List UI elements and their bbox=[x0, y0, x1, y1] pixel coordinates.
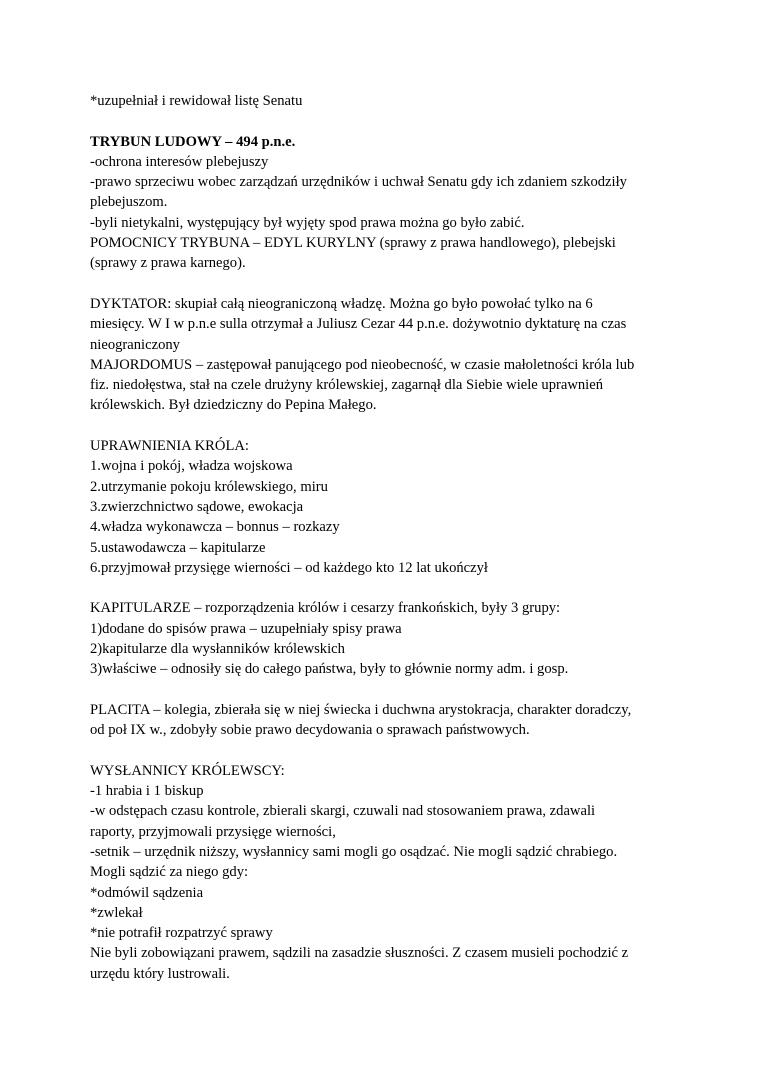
text-line: 3)właściwe – odnosiły się do całego państwa, były to głównie normy adm. i gosp. bbox=[90, 661, 569, 678]
text-line: 5.ustawodawcza – kapitularze bbox=[90, 539, 266, 556]
text-line: PLACITA – kolegia, zbierała się w niej świecka i duchwna arystokracja, charakter doradczy, bbox=[90, 701, 632, 718]
text-line: królewskich. Był dziedziczny do Pepina Małego. bbox=[90, 397, 377, 414]
text-line: *odmówil sądzenia bbox=[90, 884, 204, 901]
text-line: 3.zwierzchnictwo sądowe, ewokacja bbox=[90, 498, 304, 515]
text-line: -ochrona interesów plebejuszy bbox=[90, 153, 269, 170]
text-line: 4.władza wykonawcza – bonnus – rozkazy bbox=[90, 519, 340, 536]
blank-line bbox=[90, 680, 720, 700]
text-line: raporty, przyjmowali przysięge wierności, bbox=[90, 823, 336, 840]
text-line: Mogli sądzić za niego gdy: bbox=[90, 864, 249, 881]
text-line: DYKTATOR: skupiał całą nieograniczoną władzę. Można go było powołać tylko na 6 bbox=[90, 295, 593, 312]
text-line: 6.przyjmował przysięge wierności – od każdego kto 12 lat ukończył bbox=[90, 559, 488, 576]
text-line: plebejuszom. bbox=[90, 194, 168, 211]
text-line: KAPITULARZE – rozporządzenia królów i cesarzy frankońskich, były 3 grupy: bbox=[90, 600, 561, 617]
text-line: -byli nietykalni, występujący był wyjęty spod prawa można go było zabić. bbox=[90, 214, 525, 231]
text-line: 1)dodane do spisów prawa – uzupełniały spisy prawa bbox=[90, 620, 402, 637]
text-line: nieograniczony bbox=[90, 336, 180, 353]
blank-line bbox=[90, 416, 720, 436]
text-line: 2)kapitularze dla wysłanników królewskich bbox=[90, 641, 345, 658]
text-line: 2.utrzymanie pokoju królewskiego, miru bbox=[90, 478, 328, 495]
text-line: (sprawy z prawa karnego). bbox=[90, 255, 246, 272]
text-line: urzędu który lustrowali. bbox=[90, 965, 230, 982]
text-line: UPRAWNIENIA KRÓLA: bbox=[90, 438, 249, 455]
text-line: -1 hrabia i 1 biskup bbox=[90, 783, 204, 800]
blank-line bbox=[90, 274, 720, 294]
text-line: od poł IX w., zdobyły sobie prawo decydowania o sprawach państwowych. bbox=[90, 722, 530, 739]
text-line: WYSŁANNICY KRÓLEWSCY: bbox=[90, 762, 285, 779]
section-heading: TRYBUN LUDOWY – 494 p.n.e. bbox=[90, 133, 296, 150]
text-line: POMOCNICY TRYBUNA – EDYL KURYLNY (sprawy z prawa handlowego), plebejski bbox=[90, 235, 616, 252]
document-body bbox=[90, 91, 720, 984]
text-line: *uzupełniał i rewidował listę Senatu bbox=[90, 93, 303, 109]
text-line: -setnik – urzędnik niższy, wysłannicy sami mogli go osądzać. Nie mogli sądzić chrabiego. bbox=[90, 843, 618, 860]
text-line: -prawo sprzeciwu wobec zarządzań urzędników i uchwał Senatu gdy ich zdaniem szkodziły bbox=[90, 174, 627, 191]
text-line: *zwlekał bbox=[90, 904, 143, 921]
text-line: miesięcy. W I w p.n.e sulla otrzymał a Juliusz Cezar 44 p.n.e. dożywotnio dyktaturę na czas bbox=[90, 316, 627, 333]
text-line: 1.wojna i pokój, władza wojskowa bbox=[90, 458, 293, 475]
text-line: *nie potrafił rozpatrzyć sprawy bbox=[90, 925, 273, 942]
text-line: fiz. niedołęstwa, stał na czele drużyny królewskiej, zagarnął dla Siebie wiele uprawnień bbox=[90, 377, 604, 394]
text-line: MAJORDOMUS – zastępował panującego pod nieobecność, w czasie małoletności króla lub bbox=[90, 356, 635, 373]
text-line: -w odstępach czasu kontrole, zbierali skargi, czuwali nad stosowaniem prawa, zdawali bbox=[90, 803, 596, 820]
blank-line bbox=[90, 578, 720, 598]
text-line: Nie byli zobowiązani prawem, sądzili na zasadzie słuszności. Z czasem musieli pochodzić z bbox=[90, 945, 629, 962]
blank-line bbox=[90, 741, 720, 761]
blank-line bbox=[90, 111, 720, 131]
